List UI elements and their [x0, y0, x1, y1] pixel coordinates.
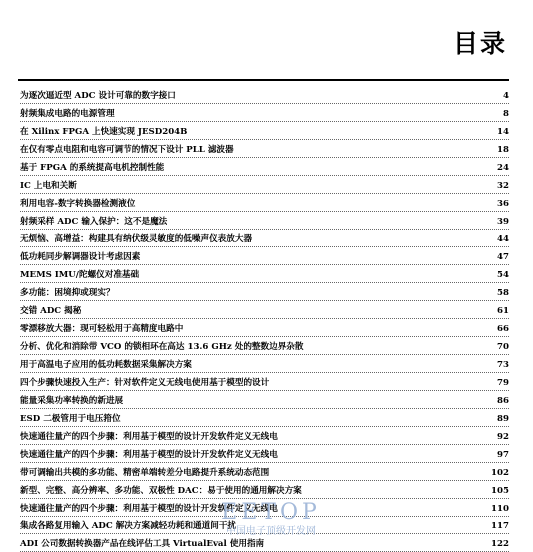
toc-entry-page: 4 [503, 90, 509, 101]
toc-entry-page: 122 [491, 539, 509, 550]
toc-entry[interactable] [20, 481, 509, 499]
toc-entry[interactable] [20, 86, 509, 104]
toc-entry-page: 14 [497, 126, 509, 137]
toc-entry[interactable] [20, 337, 509, 355]
toc-entry-page: 97 [497, 449, 509, 460]
toc-entry-page: 70 [497, 342, 509, 353]
toc-entry[interactable] [20, 427, 509, 445]
toc-entry[interactable] [20, 194, 509, 212]
toc-entry-title[interactable]: 用于高温电子应用的低功耗数据采集解决方案 [20, 360, 192, 370]
toc-entry-page: 86 [497, 395, 509, 406]
toc-entry[interactable] [20, 355, 509, 373]
watermark-subtitle: 中国电子顶级开发网 [226, 526, 316, 537]
toc-entry-page: 73 [497, 360, 509, 370]
toc-entry-page: 110 [491, 503, 509, 514]
toc-entry-title[interactable]: 无烦恼、高增益：构建具有纳伏级灵敏度的低噪声仪表放大器 [20, 234, 253, 245]
toc-entry[interactable] [20, 391, 509, 409]
toc-entry-page: 79 [497, 377, 509, 388]
toc-entry-page: 8 [503, 108, 509, 119]
toc-entry[interactable] [20, 122, 509, 140]
toc-entry-page: 44 [497, 234, 509, 245]
toc-entry-page: 105 [491, 485, 509, 496]
toc-entry-page: 39 [497, 216, 509, 227]
toc-entry-title[interactable]: ESD 二极管用于电压箝位 [20, 413, 121, 424]
toc-entry-page: 47 [497, 252, 509, 263]
toc-list [20, 86, 509, 552]
watermark [196, 500, 346, 537]
toc-entry[interactable] [20, 319, 509, 337]
toc-entry[interactable] [20, 230, 509, 248]
toc-entry-title[interactable]: 新型、完整、高分辨率、多功能、双极性 DAC：易于使用的通用解决方案 [20, 485, 302, 496]
page-title: 目录 [452, 29, 507, 58]
toc-entry-title[interactable]: 快速通往量产的四个步骤：利用基于模型的设计开发软件定义无线电 [20, 431, 278, 442]
toc-entry[interactable] [20, 140, 509, 158]
toc-entry[interactable] [20, 301, 509, 319]
toc-entry-page: 89 [497, 413, 509, 424]
toc-entry[interactable] [20, 265, 509, 283]
toc-entry-title[interactable]: 四个步骤快速投入生产：针对软件定义无线电使用基于模型的设计 [20, 377, 270, 388]
toc-entry[interactable] [20, 176, 509, 194]
toc-entry[interactable] [20, 158, 509, 176]
toc-entry-title[interactable]: 集成各路复用输入 ADC 解决方案减轻功耗和通道间干扰 [20, 521, 237, 532]
toc-entry-title[interactable]: 快速通往量产的四个步骤：利用基于模型的设计开发软件定义无线电 [20, 449, 278, 460]
toc-entry[interactable] [20, 283, 509, 301]
toc-entry[interactable] [20, 463, 509, 481]
toc-entry[interactable] [20, 247, 509, 265]
toc-entry-title[interactable]: 能量采集功率转换的新进展 [20, 395, 124, 406]
toc-entry-title[interactable]: 带可调输出共模的多功能、精密单端转差分电路提升系统动态范围 [20, 467, 270, 478]
toc-entry-title[interactable]: 快速通往量产的四个步骤：利用基于模型的设计开发软件定义无线电 [20, 503, 278, 514]
toc-entry-title[interactable]: 利用电容-数字转换器检测液位 [20, 198, 136, 209]
toc-entry-page: 32 [497, 180, 509, 191]
toc-entry-page: 54 [497, 270, 509, 281]
toc-entry-title[interactable]: ADI 公司数据转换器产品在线评估工具 VirtualEval 使用指南 [20, 539, 265, 550]
toc-entry-title[interactable]: 基于 FPGA 的系统提高电机控制性能 [20, 162, 165, 173]
toc-entry-page: 18 [497, 144, 509, 155]
title-rule [18, 79, 509, 81]
toc-entry-title[interactable]: 射频集成电路的电源管理 [20, 108, 115, 119]
toc-entry-page: 36 [497, 198, 509, 209]
toc-entry-page: 102 [491, 467, 509, 478]
toc-entry[interactable] [20, 445, 509, 463]
toc-entry[interactable] [20, 212, 509, 230]
toc-entry-title[interactable]: 为逐次逼近型 ADC 设计可靠的数字接口 [20, 90, 176, 101]
toc-entry[interactable] [20, 373, 509, 391]
toc-entry[interactable] [20, 104, 509, 122]
toc-entry[interactable] [20, 534, 509, 552]
toc-entry-title[interactable]: 多功能：困境抑或现实？ [20, 288, 115, 299]
toc-entry-title[interactable]: 射频采样 ADC 输入保护：这不是魔法 [20, 216, 168, 227]
toc-entry-title[interactable]: 交错 ADC 揭秘 [20, 306, 82, 317]
toc-entry[interactable] [20, 409, 509, 427]
toc-entry-page: 61 [497, 306, 509, 317]
toc-entry-page: 66 [497, 324, 509, 335]
toc-entry-title[interactable]: 在仅有零点电阻和电容可调节的情况下设计 PLL 滤波器 [20, 144, 234, 155]
toc-entry-title[interactable]: 零漂移放大器：现可轻松用于高精度电路中 [20, 324, 184, 335]
toc-entry-page: 117 [491, 521, 509, 532]
toc-entry-title[interactable]: 低功耗同步解调器设计考虑因素 [20, 252, 141, 263]
watermark-logo: EETOP [221, 500, 321, 525]
toc-entry-title[interactable]: 分析、优化和消除带 VCO 的锁相环在高达 13.6 GHz 处的整数边界杂散 [20, 342, 304, 353]
toc-entry-title[interactable]: MEMS IMU/陀螺仪对准基础 [20, 270, 140, 281]
toc-entry-title[interactable]: 在 Xilinx FPGA 上快速实现 JESD204B [20, 126, 188, 137]
toc-entry-title[interactable]: IC 上电和关断 [20, 180, 77, 191]
toc-entry-page: 92 [497, 431, 509, 442]
toc-entry-page: 24 [497, 162, 509, 173]
toc-entry-page: 58 [497, 288, 509, 299]
